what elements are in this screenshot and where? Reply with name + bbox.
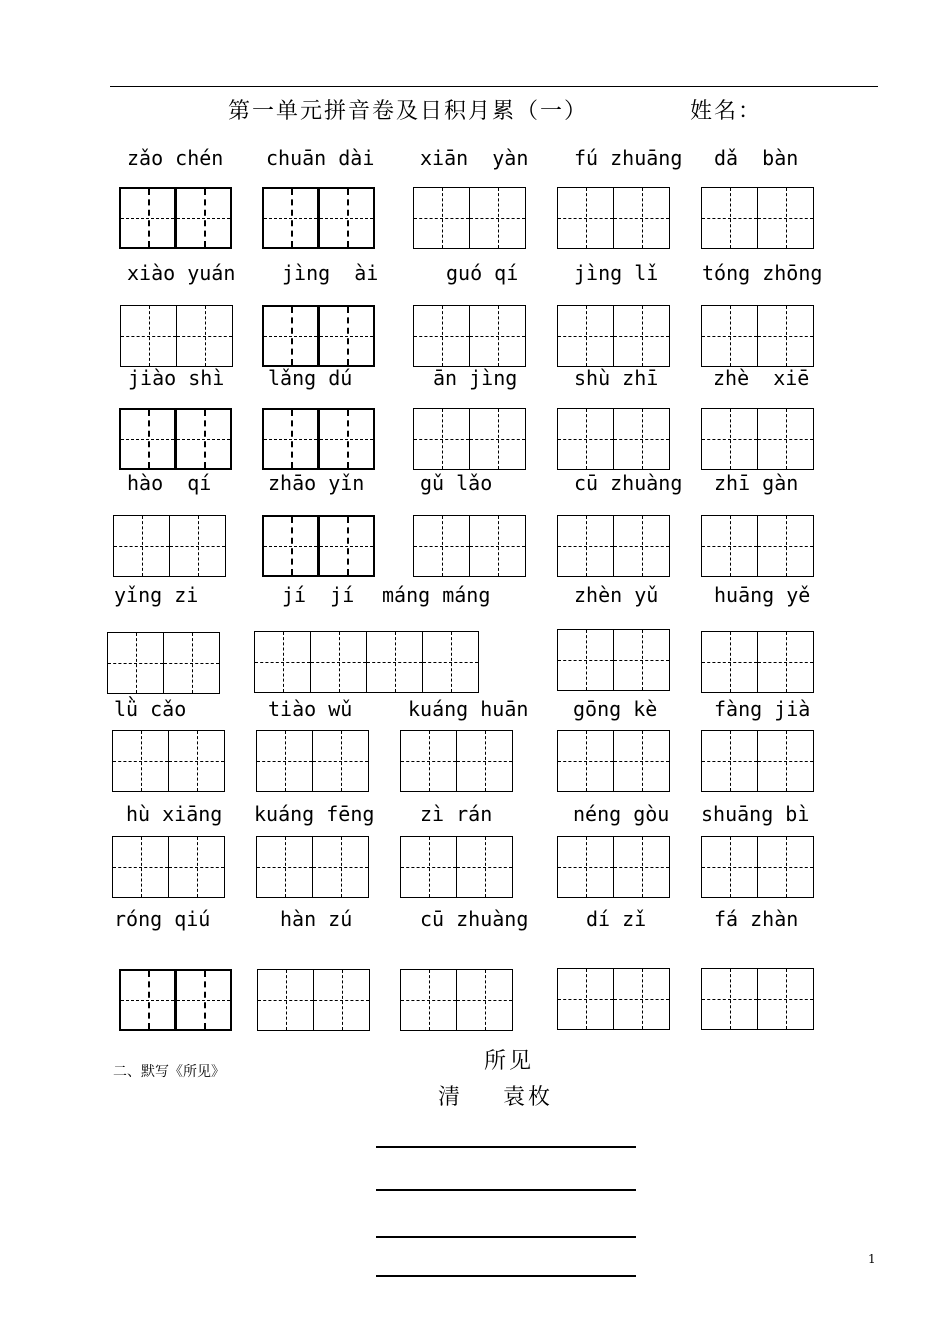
writing-grid[interactable] <box>256 836 369 898</box>
writing-grid[interactable] <box>557 187 670 249</box>
pinyin-label: hào qí <box>127 471 212 495</box>
writing-grid[interactable] <box>557 968 670 1030</box>
writing-grid[interactable] <box>701 187 814 249</box>
writing-grid[interactable] <box>120 305 233 367</box>
writing-grid[interactable] <box>262 187 375 249</box>
writing-grid[interactable] <box>701 631 814 693</box>
pinyin-label: jiào shì <box>128 366 225 390</box>
writing-grid[interactable] <box>262 515 375 577</box>
page-number: 1 <box>868 1252 876 1266</box>
writing-grid[interactable] <box>119 969 232 1031</box>
pinyin-label: róng qiú <box>114 907 211 931</box>
pinyin-label: kuáng huān <box>408 697 529 721</box>
pinyin-label: dǎ bàn <box>714 146 799 170</box>
answer-line[interactable] <box>376 1189 636 1191</box>
writing-grid[interactable] <box>413 515 526 577</box>
writing-grid[interactable] <box>557 836 670 898</box>
top-rule <box>110 86 878 87</box>
writing-grid[interactable] <box>257 969 370 1031</box>
pinyin-label: jìng ài <box>282 261 379 285</box>
writing-grid[interactable] <box>413 408 526 470</box>
writing-grid[interactable] <box>400 730 513 792</box>
pinyin-label: cū zhuàng <box>420 907 529 931</box>
pinyin-label: tiào wǔ <box>268 697 353 721</box>
pinyin-label: xiān yàn <box>420 146 529 170</box>
pinyin-label: fá zhàn <box>714 907 799 931</box>
writing-grid[interactable] <box>701 305 814 367</box>
pinyin-label: hù xiāng <box>126 802 223 826</box>
pinyin-label: yǐng zi <box>114 583 199 607</box>
writing-grid[interactable] <box>113 515 226 577</box>
writing-grid[interactable] <box>400 969 513 1031</box>
writing-grid[interactable] <box>262 408 375 470</box>
pinyin-label: gǔ lǎo <box>420 471 493 495</box>
pinyin-label: kuáng fēng <box>254 802 375 826</box>
writing-grid[interactable] <box>701 730 814 792</box>
pinyin-label: jìng lǐ <box>574 261 659 285</box>
pinyin-label: fú zhuāng <box>574 146 683 170</box>
writing-grid[interactable] <box>701 836 814 898</box>
writing-grid[interactable] <box>256 730 369 792</box>
pinyin-label: fàng jià <box>714 697 811 721</box>
writing-grid[interactable] <box>701 515 814 577</box>
writing-grid[interactable] <box>413 305 526 367</box>
writing-grid[interactable] <box>413 187 526 249</box>
answer-line[interactable] <box>376 1236 636 1238</box>
answer-line[interactable] <box>376 1275 636 1277</box>
pinyin-label: hàn zú <box>280 907 353 931</box>
writing-grid[interactable] <box>701 968 814 1030</box>
pinyin-label: zì rán <box>420 802 493 826</box>
page-title: 第一单元拼音卷及日积月累（一） <box>228 99 589 124</box>
poem-title: 所见 <box>484 1049 535 1074</box>
answer-line[interactable] <box>376 1146 636 1148</box>
writing-grid[interactable] <box>119 187 232 249</box>
writing-grid[interactable] <box>557 408 670 470</box>
writing-grid[interactable] <box>112 836 225 898</box>
writing-grid[interactable] <box>557 629 670 691</box>
name-label: 姓名： <box>690 99 763 124</box>
pinyin-label: xiào yuán <box>127 261 236 285</box>
pinyin-label: zhè xiē <box>713 366 810 390</box>
pinyin-label: dí zǐ <box>586 907 647 931</box>
pinyin-label: shù zhī <box>574 366 659 390</box>
writing-grid[interactable] <box>557 305 670 367</box>
poem-author: 清 袁枚 <box>438 1085 553 1110</box>
pinyin-label: cū zhuàng <box>574 471 683 495</box>
pinyin-label: tóng zhōng <box>702 261 823 285</box>
pinyin-label: máng máng <box>382 583 491 607</box>
writing-grid[interactable] <box>701 408 814 470</box>
writing-grid[interactable] <box>557 515 670 577</box>
pinyin-label: lǎng dú <box>268 366 353 390</box>
pinyin-label: chuān dài <box>266 146 375 170</box>
pinyin-label: shuāng bì <box>701 802 810 826</box>
writing-grid[interactable] <box>400 836 513 898</box>
pinyin-label: lǜ cǎo <box>114 697 187 721</box>
pinyin-label: zǎo chén <box>127 146 224 170</box>
pinyin-label: guó qí <box>446 261 519 285</box>
pinyin-label: gōng kè <box>573 697 658 721</box>
pinyin-label: ān jìng <box>433 366 518 390</box>
writing-grid[interactable] <box>262 305 375 367</box>
pinyin-label: zhāo yǐn <box>268 471 365 495</box>
pinyin-label: zhèn yǔ <box>574 583 659 607</box>
pinyin-label: jí jí <box>282 583 355 607</box>
pinyin-label: huāng yě <box>714 583 811 607</box>
writing-grid[interactable] <box>112 730 225 792</box>
writing-grid[interactable] <box>119 408 232 470</box>
writing-grid[interactable] <box>557 730 670 792</box>
section-heading: 二、默写《所见》 <box>113 1064 225 1080</box>
writing-grid[interactable] <box>107 632 220 694</box>
writing-grid-wide[interactable] <box>254 631 479 693</box>
pinyin-label: zhī gàn <box>714 471 799 495</box>
pinyin-label: néng gòu <box>573 802 670 826</box>
